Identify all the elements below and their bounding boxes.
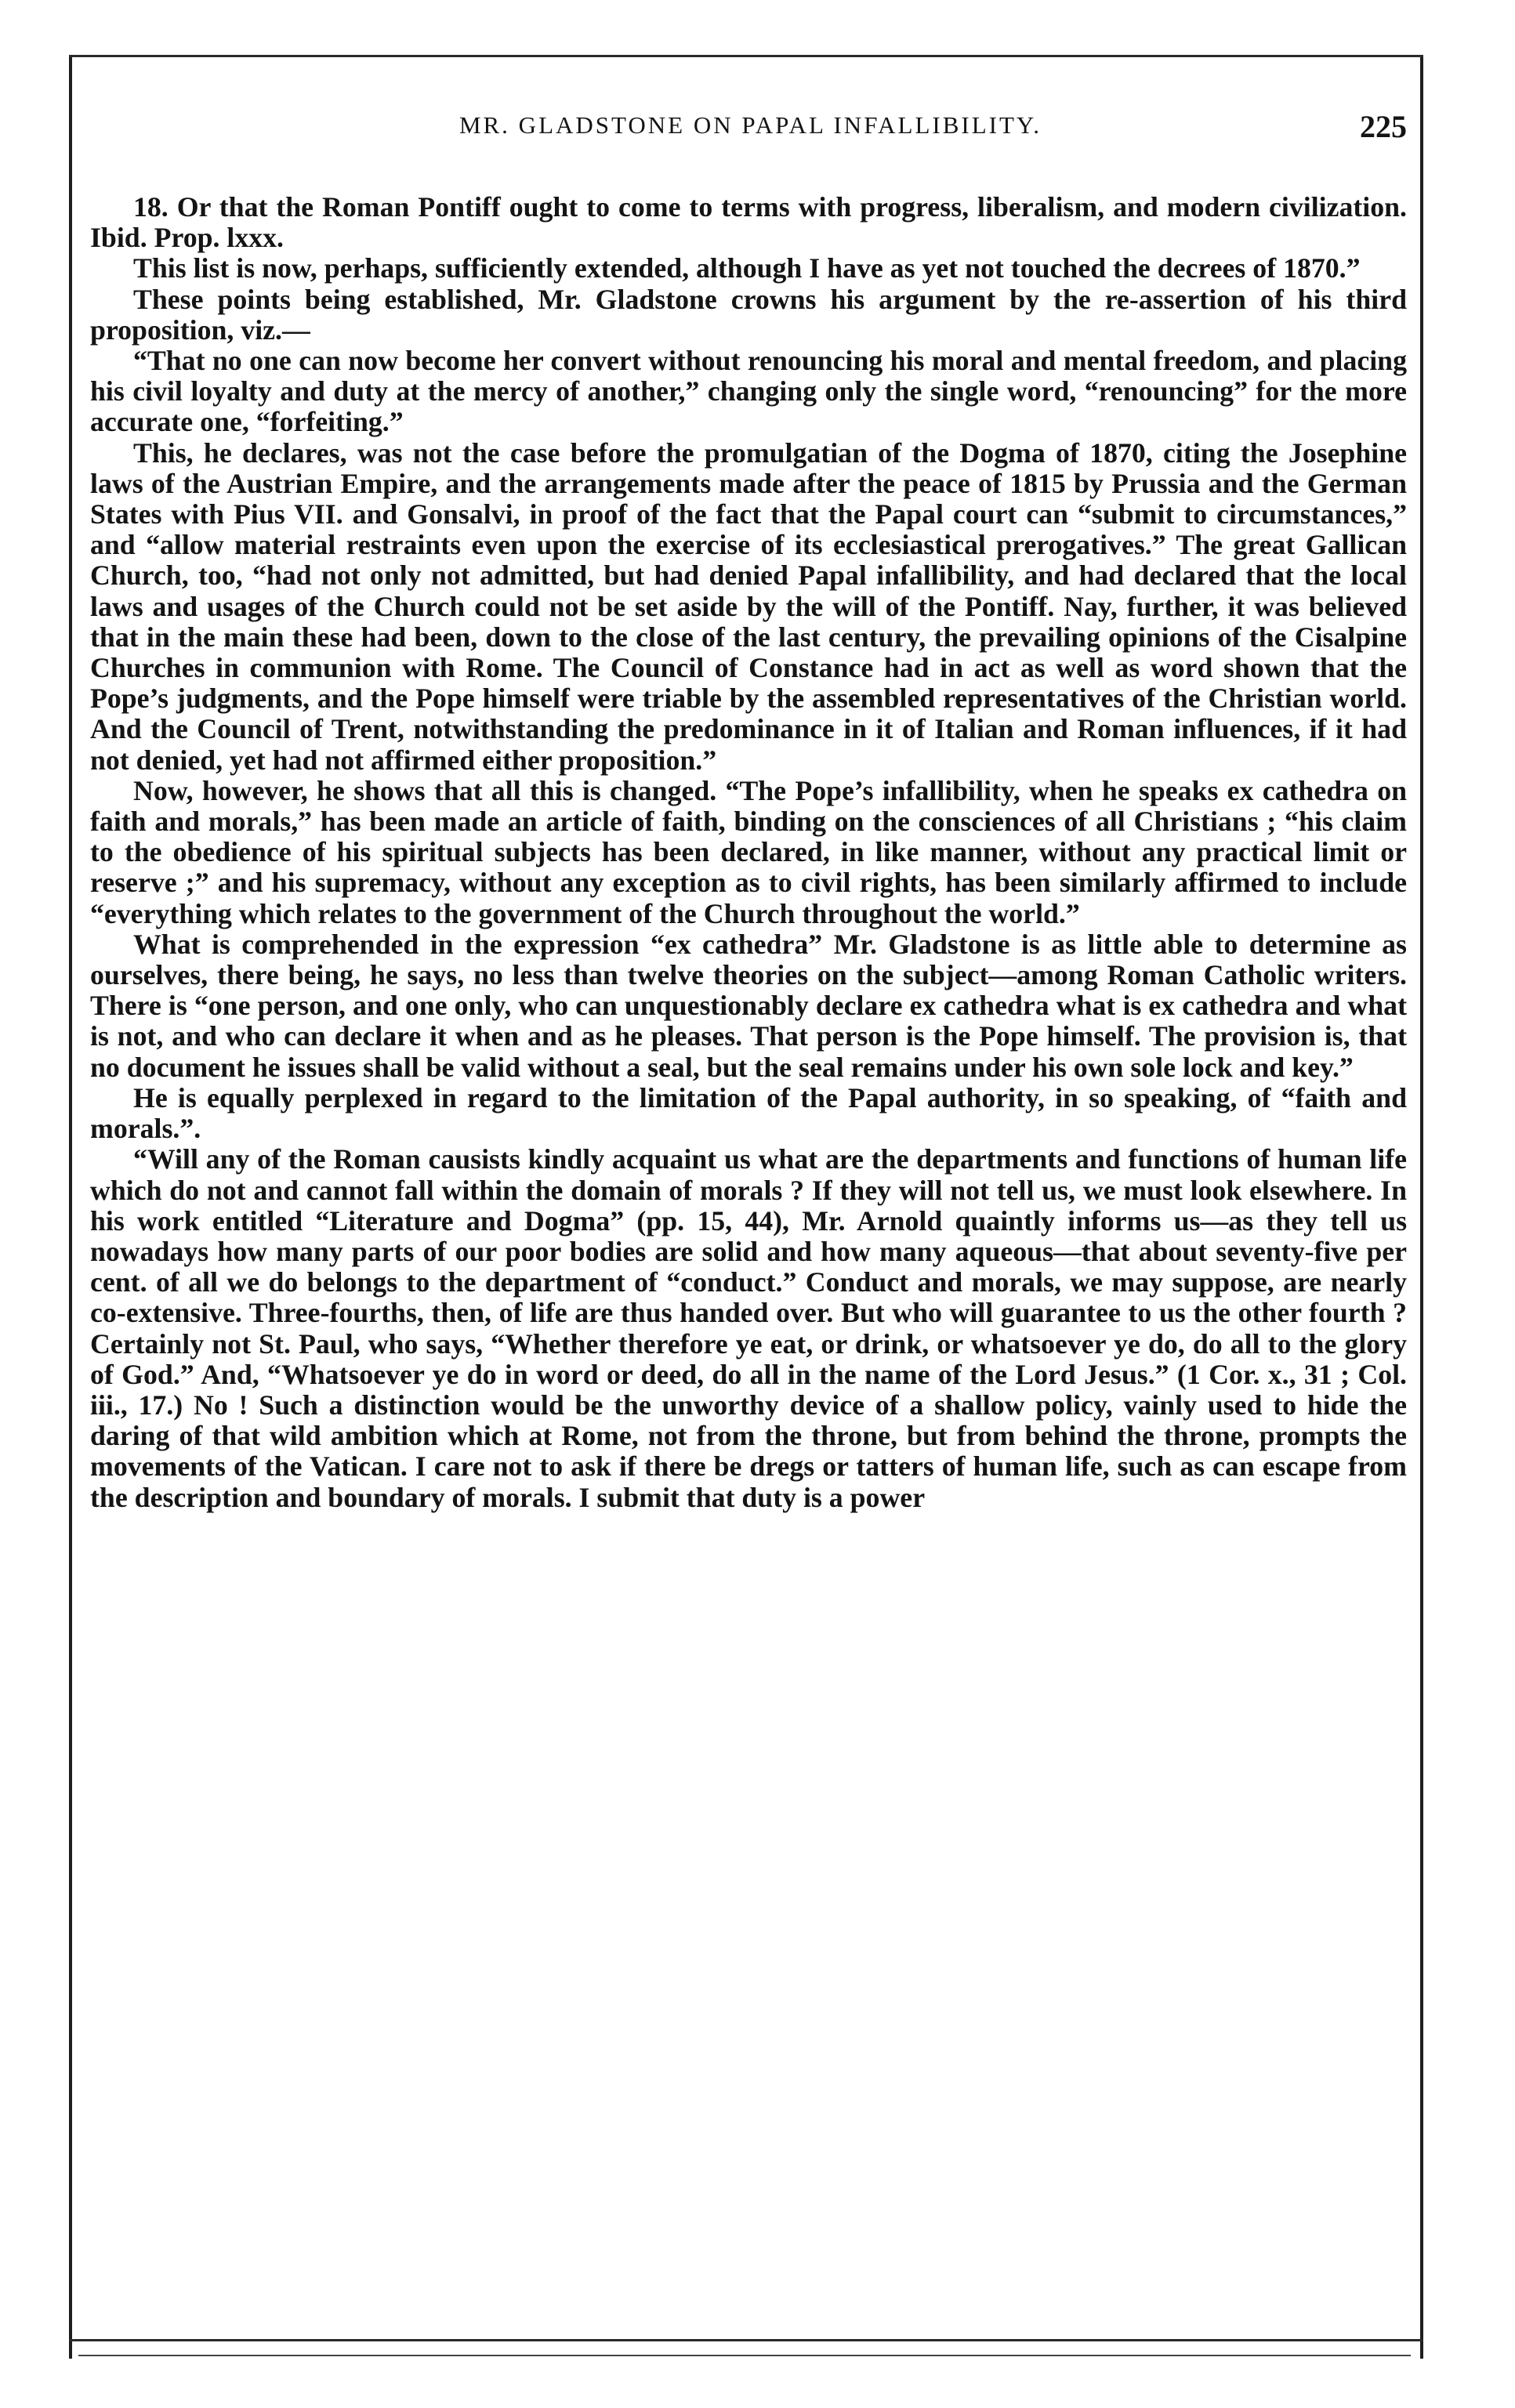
running-head: MR. GLADSTONE ON PAPAL INFALLIBILITY. xyxy=(458,111,1042,139)
page-number: 225 xyxy=(1360,109,1407,144)
page-border-top xyxy=(69,55,1423,57)
page-border-left xyxy=(69,55,72,2359)
body-text xyxy=(90,192,1407,2308)
paragraph: “That no one can now become her convert without renouncing his moral and mental freedom, and placing his civil loyalty and duty at the mercy of another,” changing only the single word, “renouncing” for the more accurate one, “forfeiting.” xyxy=(90,345,1407,438)
paragraph: What is comprehended in the expression “ex cathedra” Mr. Gladstone is as little able to determine as ourselves, there being, he says, no less than twelve theories on the subject—among Roman Catholic writers. There is “one person, and one only, who can unquestionably declare ex cathedra what is ex cathedra and what is not, and who can declare it when and as he pleases. That person is the Pope himself. The provision is, that no document he issues shall be valid without a seal, but the seal remains under his own sole lock and key.” xyxy=(90,928,1407,1083)
page-border-right xyxy=(1420,55,1423,2359)
paragraph: “Will any of the Roman causists kindly acquaint us what are the departments and functions of human life which do not and cannot fall within the domain of morals ? If they will not tell us, we must look elsewhere. In his work entitled “Literature and Dogma” (pp. 15, 44), Mr. Arnold quaintly informs us—as they tell us nowadays how many parts of our poor bodies are solid and how many aqueous—that about seventy-five per cent. of all we do belongs to the department of “conduct.” Conduct and morals, we may suppose, are nearly co-extensive. Three-fourths, then, of life are thus handed over. But who will guarantee to us the other fourth ? Certainly not St. Paul, who says, “Whether therefore ye eat, or drink, or whatsoever ye do, do all to the glory of God.” And, “Whatsoever ye do in word or deed, do all in the name of the Lord Jesus.” (1 Cor. x., 31 ; Col. iii., 17.) No ! Such a distinction would be the unworthy device of a shallow policy, vainly used to hide the daring of that wild ambition which at Rome, not from the throne, but from behind the throne, prompts the movements of the Vatican. I care not to ask if there be dregs or tatters of human life, such as can escape from the description and boundary of morals. I submit that duty is a power xyxy=(90,1143,1407,1513)
page-border-bottom xyxy=(69,2339,1423,2341)
paragraph: This, he declares, was not the case before the promulgatian of the Dogma of 1870, citing the Josephine laws of the Austrian Empire, and the arrangements made after the peace of 1815 by Prussia and the German States with Pius VII. and Gonsalvi, in proof of the fact that the Papal court can “submit to circumstances,” and “allow material restraints even upon the exercise of its ecclesiastical prerogatives.” The great Gallican Church, too, “had not only not admitted, but had denied Papal infallibility, and had declared that the local laws and usages of the Church could not be set aside by the will of the Pontiff. Nay, further, it was believed that in the main these had been, down to the close of the last century, the prevailing opinions of the Cisalpine Churches in communion with Rome. The Council of Constance had in act as well as word shown that the Pope’s judgments, and the Pope himself were triable by the assembled representatives of the Christian world. And the Council of Trent, notwithstanding the predominance in it of Italian and Roman influences, if it had not denied, yet had not affirmed either proposition.” xyxy=(90,436,1407,776)
paragraph: He is equally perplexed in regard to the limitation of the Papal authority, in so speaking, of “faith and morals.”. xyxy=(90,1081,1407,1145)
paragraph: These points being established, Mr. Gladstone crowns his argument by the re-assertion of his third proposition, viz.— xyxy=(90,283,1407,346)
paragraph: 18. Or that the Roman Pontiff ought to come to terms with progress, liberalism, and modern civilization. Ibid. Prop. lxxx. xyxy=(90,191,1407,254)
page-border-bottom-outer xyxy=(78,2355,1411,2356)
paragraph: This list is now, perhaps, sufficiently extended, although I have as yet not touched the decrees of 1870.” xyxy=(133,252,1361,284)
page-header xyxy=(94,108,1407,155)
paragraph: Now, however, he shows that all this is changed. “The Pope’s infallibility, when he speaks ex cathedra on faith and morals,” has been made an article of faith, binding on the consciences of all Christians ; “his claim to the obedience of his spiritual subjects has been declared, in like manner, without any practical limit or reserve ;” and his supremacy, without any exception as to civil rights, has been similarly affirmed to include “everything which relates to the government of the Church throughout the world.” xyxy=(90,774,1407,929)
